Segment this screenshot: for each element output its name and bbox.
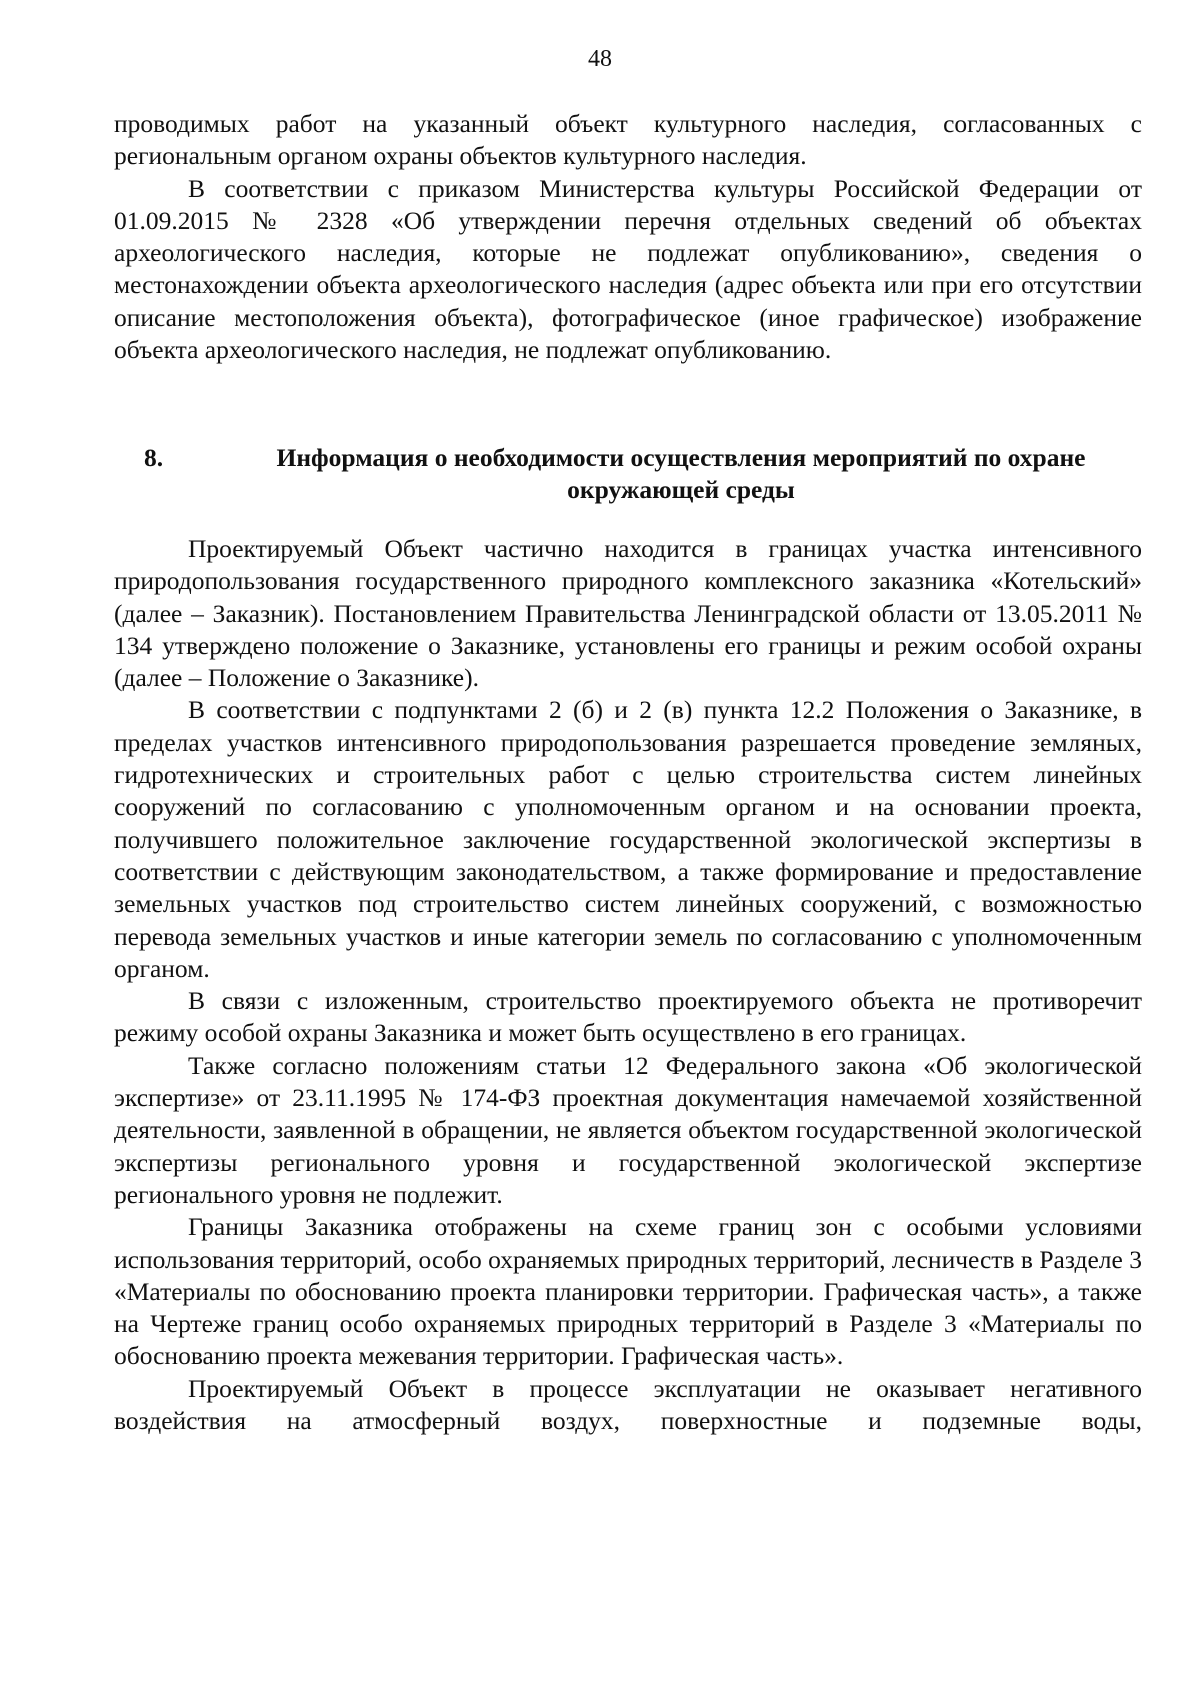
body-paragraph-5: Границы Заказника отображены на схеме границ зон с особыми условиями использования территорий, особо охраняемых природных территорий, лесничеств в Разделе 3 «Материалы по обоснованию проекта планировки территории. Графическая часть», а также на Чертеже границ особо охраняемых природных территорий в Разделе 3 «Материалы по обоснованию проекта межевания территории. Графическая часть». [114,1212,1142,1371]
section-body [114,533,1142,1437]
body-paragraph-6: Проектируемый Объект в процессе эксплуатации не оказывает негативного воздействия на атмосферный воздух, поверхностные и подземные воды, [114,1373,1142,1436]
archaeology-paragraph: В соответствии с приказом Министерства культуры Российской Федерации от 01.09.2015 № 2328 «Об утверждении перечня отдельных сведений об объектах археологического наследия, которые не подлежат опубликованию», сведения о местонахождении объекта археологического наследия (адрес объекта или при его отсутствии описание местоположения объекта), фотографическое (иное графическое) изображение объекта археологического наследия, не подлежат опубликованию. [114,173,1142,365]
section-title: Информация о необходимости осуществления мероприятий по охране окружающей среды [276,443,1086,504]
section-heading [114,442,1142,506]
body-paragraph-1: Проектируемый Объект частично находится в границах участка интенсивного природопользования государственного природного комплексного заказника «Котельский» (далее – Заказник). Постановлением Правительства Ленинградской области от 13.05.2011 № 134 утверждено положение о Заказнике, установлены его границы и режим особой охраны (далее – Положение о Заказнике). [114,534,1142,693]
body-paragraph-3: В связи с изложенным, строительство проектируемого объекта не противоречит режиму особой охраны Заказника и может быть осуществлено в его границах. [114,986,1142,1048]
body-paragraph-2: В соответствии с подпунктами 2 (б) и 2 (в) пункта 12.2 Положения о Заказнике, в пределах участков интенсивного природопользования разрешается проведение земляных, гидротехнических и строительных работ с целью строительства систем линейных сооружений по согласованию с уполномоченным органом и на основании проекта, получившего положительное заключение государственной экологической экспертизы в соответствии с действующим законодательством, а также формирование и предоставление земельных участков под строительство систем линейных сооружений, с возможностью перевода земельных участков и иные категории земель по согласованию с уполномоченным органом. [114,695,1142,983]
section-number: 8. [144,443,164,472]
page-number: 48 [588,46,612,72]
continuation-paragraph: проводимых работ на указанный объект культурного наследия, согласованных с региональным органом охраны объектов культурного наследия. [114,109,1142,171]
intro-text-block [114,108,1142,366]
body-paragraph-4: Также согласно положениям статьи 12 Федерального закона «Об экологической экспертизе» от 23.11.1995 № 174-ФЗ проектная документация намечаемой хозяйственной деятельности, заявленной в обращении, не является объектом государственной экологической экспертизы регионального уровня и государственной экологической экспертизе регионального уровня не подлежит. [114,1050,1142,1209]
